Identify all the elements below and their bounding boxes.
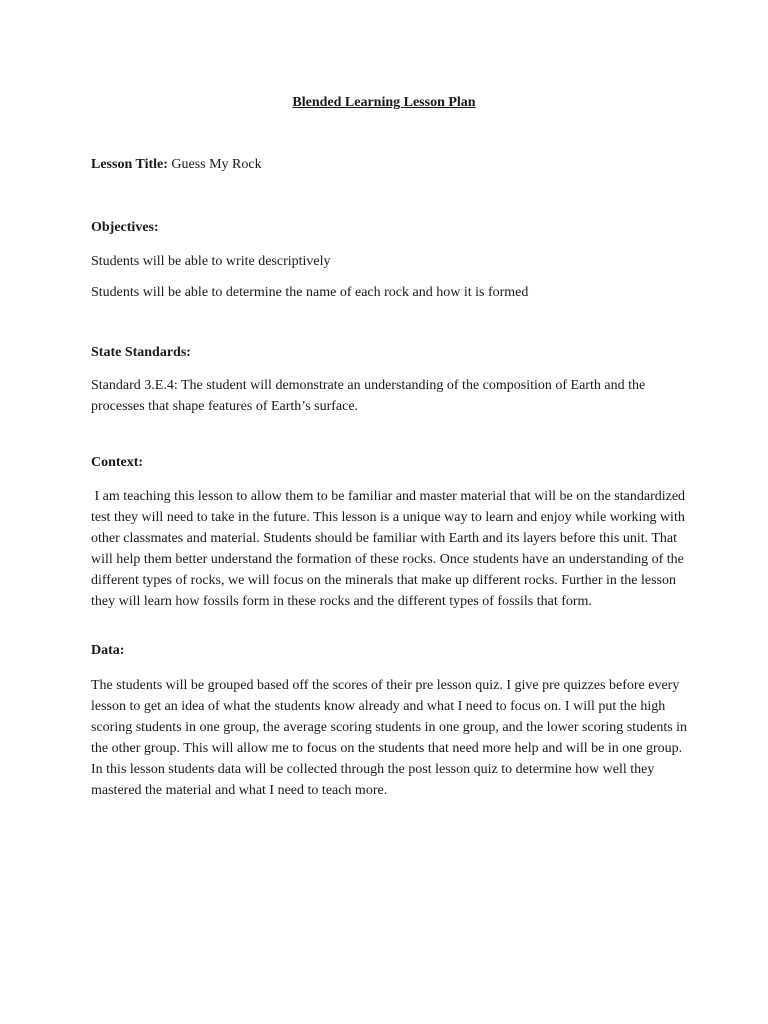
objectives-heading: Objectives:: [91, 220, 159, 235]
document-title: Blended Learning Lesson Plan: [292, 95, 476, 110]
lesson-title-line: [91, 157, 691, 173]
lesson-title-value: Guess My Rock: [167, 157, 262, 172]
state-standards-heading: State Standards:: [91, 345, 191, 360]
objective-item: Students will be able to write descriptively: [91, 254, 331, 269]
context-heading: Context:: [91, 455, 144, 470]
state-standards-text: Standard 3.E.4: The student will demonstrate an understanding of the composition of Earth and the processes that shape features of Earth’s surface.: [91, 378, 646, 414]
data-text: The students will be grouped based off the scores of their pre lesson quiz. I give pre quizzes before every lesson to get an idea of what the students know already and what I need to focus on. I will put the high scoring students in one group, the average scoring students in one group, and the lower scoring students in the other group. This will allow me to focus on the students that need more help and will be in one group. In this lesson students data will be collected through the post lesson quiz to determine how well they mastered the material and what I need to teach more.: [91, 678, 688, 798]
context-text: I am teaching this lesson to allow them to be familiar and master material that will be on the standardized test they will need to take in the future. This lesson is a unique way to learn and enjoy while working with other classmates and material. Students should be familiar with Earth and its layers before this unit. That will help them better understand the formation of these rocks. Once students have an understanding of the different types of rocks, we will focus on the minerals that make up different rocks. Further in the lesson they will learn how fossils form in these rocks and the different types of fossils that form.: [91, 489, 689, 609]
objective-item: Students will be able to determine the name of each rock and how it is formed: [91, 285, 529, 300]
lesson-title-label: Lesson Title:: [91, 157, 168, 172]
data-heading: Data:: [91, 643, 125, 658]
